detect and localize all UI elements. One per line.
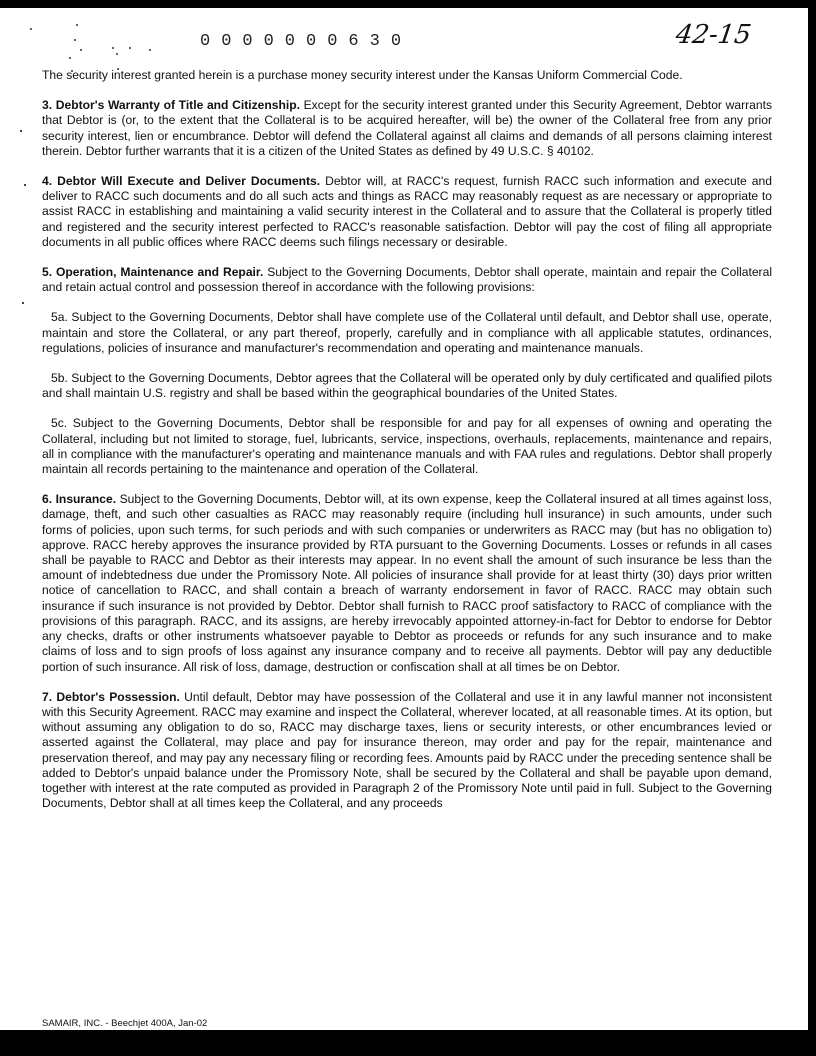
section-heading: 7. Debtor's Possession.	[42, 689, 180, 704]
section-5	[42, 265, 772, 295]
section-text: Subject to the Governing Documents, Debtor will, at its own expense, keep the Collateral insured at all times against loss, damage, theft, and such other casualties as RACC may reasonably require (including hull insurance) in such amounts, under such forms of policies, upon such terms, for such periods and with such companies or underwriters as RACC may (but has no obligation to) approve. RACC hereby approves the insurance provided by RTA pursuant to the Governing Documents. Losses or refunds in all cases shall be payable to RACC and Debtor as their interests may appear. In no event shall the amount of such insurance be less than the amount of indebtedness due under the Promissory Note. All policies of insurance shall provide for at least thirty (30) days prior written notice of cancellation to RACC, and shall contain a breach of warranty endorsement in favor of RACC. RACC may obtain such insurance if such insurance is not provided by Debtor. Debtor shall furnish to RACC proof satisfactory to RACC of compliance with the provisions of this paragraph. RACC, and its assigns, are hereby irrevocably appointed attorney-in-fact for Debtor to endorse for Debtor any checks, drafts or other instruments whatsoever payable to Debtor as proceeds or refunds for any such insurance and to make claims of loss and to sign proofs of loss against any insurance company and to receive all payments. Debtor will pay any deductible portion of such insurance. All risk of loss, damage, destruction or confiscation shall at all times be on Debtor.	[42, 492, 772, 674]
section-heading: 6. Insurance.	[42, 492, 117, 507]
section-3	[42, 98, 772, 159]
subsection-5b	[42, 371, 772, 401]
section-text: Except for the security interest granted under this Security Agreement, Debtor warrants that Debtor is (or, to the extent that the Collateral is to be acquired hereafter, will be) the owner of the Collateral free from any prior security interest, lien or encumbrance. Debtor will defend the Collateral against all claims and demands of all persons claiming interest therein. Debtor further warrants that it is a citizen of the United States as defined by 49 U.S.C. § 40102.	[42, 98, 772, 158]
subsection-text: 5b. Subject to the Governing Documents, Debtor agrees that the Collateral will be operated only by duly certificated and qualified pilots and shall maintain U.S. registry and shall be based within the geographical boundaries of the United States.	[42, 371, 772, 401]
section-heading: 3. Debtor's Warranty of Title and Citizenship.	[42, 98, 300, 113]
section-heading: 4. Debtor Will Execute and Deliver Documents.	[42, 174, 321, 189]
intro-paragraph	[42, 68, 772, 83]
handwritten-annotation: 42-15	[673, 20, 754, 50]
section-6	[42, 492, 772, 674]
document-page	[0, 8, 808, 1030]
margin-mark	[22, 302, 24, 304]
subsection-5a	[42, 310, 772, 356]
section-text: Until default, Debtor may have possession of the Collateral and use it in any lawful manner not inconsistent with this Security Agreement. RACC may examine and inspect the Collateral, wherever located, at all reasonable times. At its option, but without assuming any obligation to do so, RACC may discharge taxes, liens or security interests, or other encumbrances levied or asserted against the Collateral, may place and pay for insurance thereon, may order and pay for the repair, maintenance and preservation thereof, and may pay any necessary filing or recording fees. Amounts paid by RACC under the preceding sentence shall be added to Debtor's unpaid balance under the Promissory Note, shall be secured by the Collateral and shall be payable upon demand, together with interest at the rate computed as provided in Paragraph 2 of the Promissory Note until paid in full. Subject to the Governing Documents, Debtor shall at all times keep the Collateral, and any proceeds	[42, 689, 772, 811]
section-4	[42, 174, 772, 250]
section-text: Debtor will, at RACC's request, furnish RACC such information and execute and deliver to RACC such documents and do all such acts and things as RACC may reasonably request as are necessary or appropriate to assist RACC in establishing and maintaining a valid security interest in the Collateral and to assure that the Collateral is properly titled and registered and the security interest perfected to RACC's reasonable satisfaction. Debtor will pay the cost of filing all appropriate documents in all public offices where RACC deems such filings necessary or desirable.	[42, 174, 772, 249]
subsection-text: 5c. Subject to the Governing Documents, Debtor shall be responsible for and pay for all expenses of owning and operating the Collateral, including but not limited to storage, fuel, lubricants, service, inspections, overhauls, replacements, maintenance and repairs, all in compliance with the manufacturer's operating and maintenance manuals and with FAA rules and regulations. Debtor shall properly maintain all records pertaining to the maintenance and operation of the Collateral.	[42, 416, 772, 477]
bates-stamp-number: 0000000630	[200, 32, 413, 51]
subsection-text: 5a. Subject to the Governing Documents, Debtor shall have complete use of the Collateral until default, and Debtor shall use, operate, maintain and store the Collateral, or any part thereof, properly, carefully and in compliance with all applicable statutes, ordinances, regulations, policies of insurance and manufacturer's recommendation and operating and maintenance manuals.	[42, 310, 772, 355]
section-text: Subject to the Governing Documents, Debtor shall operate, maintain and repair the Collateral and retain actual control and possession thereof in accordance with the following provisions:	[42, 265, 773, 295]
page-footer: SAMAIR, INC. - Beechjet 400A, Jan-02	[42, 1018, 208, 1029]
margin-mark	[20, 130, 22, 132]
subsection-5c	[42, 416, 772, 477]
margin-mark	[24, 184, 26, 186]
section-heading: 5. Operation, Maintenance and Repair.	[42, 265, 264, 280]
intro-text: The security interest granted herein is a purchase money security interest under the Kansas Uniform Commercial Code.	[42, 68, 683, 82]
document-body	[42, 68, 772, 826]
section-7	[42, 690, 772, 812]
